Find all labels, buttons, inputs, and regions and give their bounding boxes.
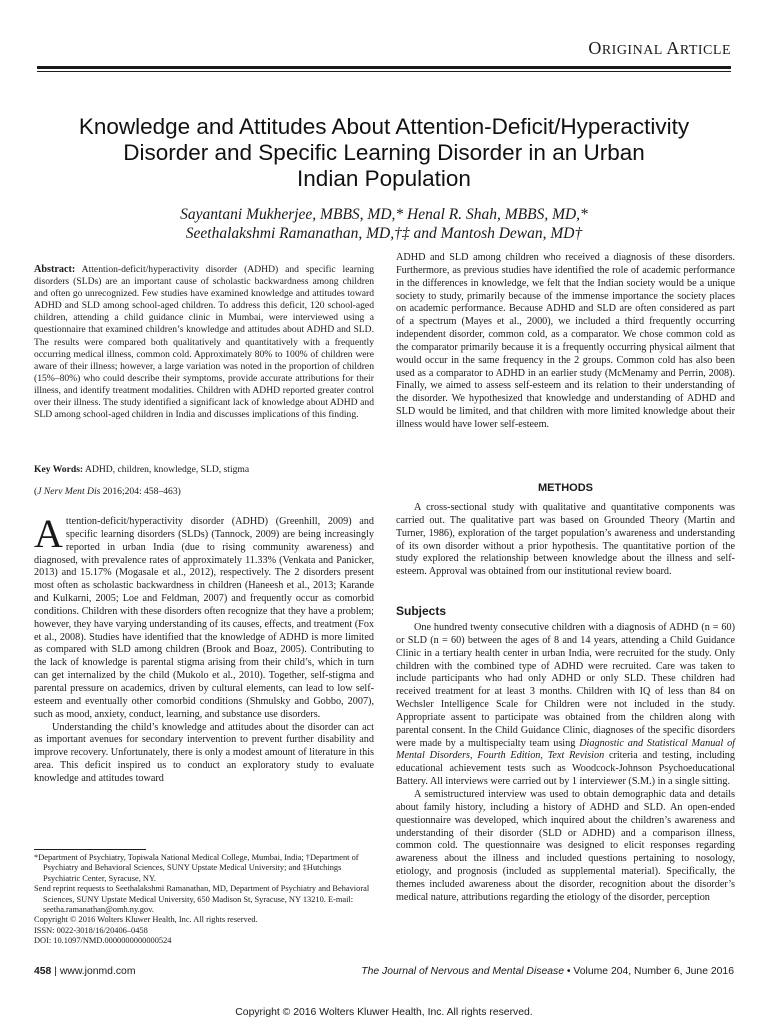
section-heading-initial: O <box>588 38 602 58</box>
subjects-paragraph-1 <box>396 622 735 789</box>
footer-left <box>34 966 135 977</box>
author-list <box>40 205 728 243</box>
citation-open: ( <box>34 486 38 497</box>
author-line: Sayantani Mukherjee, MBBS, MD,* Henal R. Shah, MBBS, MD,* <box>180 206 588 223</box>
section-heading <box>588 38 731 59</box>
footer-separator: | <box>54 966 57 977</box>
abstract <box>34 264 374 421</box>
footnote: ISSN: 0022-3018/16/20406–0458 <box>34 925 148 935</box>
abstract-label: Abstract: <box>34 264 76 275</box>
title-line: Indian Population <box>297 166 471 191</box>
footnote-rule <box>34 849 146 850</box>
keywords <box>34 464 374 477</box>
author-line: Seethalakshmi Ramanathan, MD,†‡ and Mantosh Dewan, MD† <box>185 225 583 242</box>
page-footer <box>34 966 734 977</box>
subjects-text-italic: Diagnostic and Statistical Manual of Mental Disorders, Fourth Edition, Text Revision <box>396 737 736 762</box>
subjects-heading: Subjects <box>396 604 447 618</box>
keywords-text: ADHD, children, knowledge, SLD, stigma <box>83 464 250 475</box>
intro-paragraph-2: Understanding the child’s knowledge and attitudes about the disorder can act as important avenues for secondary intervention to prevent further disability and improve recovery. Unfortunately, there is only a modest amount of literature in this area. This deficit inspired us to conduct an exploratory study to evaluate knowledge and attitudes toward <box>34 721 374 784</box>
section-heading-rest: RTICLE <box>679 43 731 58</box>
keywords-label: Key Words: <box>34 464 84 475</box>
drop-cap: A <box>34 511 63 556</box>
subjects-text-a: One hundred twenty consecutive children with a diagnosis of ADHD (n = 60) or SLD (n = 60) between the ages of 8 and 14 years, attending a Child Guidance Clinic in a tertiary health center in urban India, were recruited for the study. Only children with the combined type of ADHD were recruited. Care was taken to include participants who had only ADHD or only SLD. These children had received treatment for at least 3 months. Children with IQ of less than 84 on Wechsler Intelligence Scale for Children were not included in the study. Appropriate assent to participate was obtained from the children along with parental consent. In the Child Guidance Clinic, diagnoses of the specific disorders were made by a multispecialty team using <box>396 622 735 749</box>
section-heading-rest: RIGINAL <box>601 43 667 58</box>
methods-heading: METHODS <box>538 482 593 494</box>
methods-paragraph: A cross-sectional study with qualitative and quantitative components was carried out. The qualitative part was based on Grounded Theory (Martin and Turner, 1986), exploration of the target population’s awareness and understanding of its own disorder without a prior hypothesis. The quantitative portion of the study explored the relationship between knowledge about the illness and self-esteem. Approval was obtained from our institutional review board. <box>396 502 735 578</box>
page-number: 458 <box>34 966 52 977</box>
footnotes <box>34 853 374 947</box>
footnote: *Department of Psychiatry, Topiwala National Medical College, Mumbai, India; †Department of Psychiatry and Behavioral Sciences, SUNY Upstate Medical University; and ‡Hutchings Psychiatric Center, Syracuse, NY. <box>34 853 359 883</box>
citation-rest: 2016;204: 458–463) <box>100 486 181 497</box>
intro-continued: ADHD and SLD among children who received a diagnosis of these disorders. Furthermore, as previous studies have identified the role of academic performance in the differences in knowledge, we felt that the Indian society would be a unique society to study, primarily because of the immense importance the society places on academic performance. Because ADHD and SLD are often considered as part of a spectrum (Mayes et al., 2000), we included a third frequently occurring independent disorder, common cold, as a comparator. We chose common cold as the comparator primarily because it is a frequently occurring physical ailment that would occur in the same frequency in the 2 groups. Common cold has also been used as a comparator to ADHD in an earlier study (McMenamy and Perrin, 2008). Finally, we aimed to assess self-esteem and its relation to their understanding of the disorder. We hypothesized that knowledge and understanding of ADHD and SLD would be limited, and that children with more limited knowledge about their illness would have lower self-esteem. <box>396 252 735 430</box>
journal-website: www.jonmd.com <box>59 966 136 977</box>
introduction <box>34 511 375 786</box>
title-line: Knowledge and Attitudes About Attention-Deficit/Hyperactivity <box>78 114 690 139</box>
subjects-text-b: criteria and testing, including educational achievement tests such as Woodcock-Johnson Psychoeducational Battery. All interviews were carried out by 1 interviewer (S.M.) in a single sitting. <box>396 750 735 788</box>
footnote: Copyright © 2016 Wolters Kluwer Health, Inc. All rights reserved. <box>34 915 258 925</box>
section-heading-initial: A <box>666 38 680 58</box>
header-rule <box>37 66 731 69</box>
footnote: DOI: 10.1097/NMD.0000000000000524 <box>34 936 172 946</box>
intro-paragraph-1: ttention-deficit/hyperactivity disorder (ADHD) (Greenhill, 2009) and specific learning disorders (SLDs) (Tannock, 2009) are being increasingly reported in urban India (due to rising community awareness) and diagnosed, with prevalence rates of approximately 11.33% (Venkata and Panicker, 2013) and 15.17% (Mogasale et al., 2012), respectively. The 2 disorders present most often as scholastic backwardness in children (Haneesh et al., 2013; Karande and Kulkarni, 2005; Loe and Feldman, 2007) and frequently occur as comorbid conditions. Children with these disorders often recognize that they have a problem; however, they have varying understanding of its causes, effects, and treatment (Fox et al., 2008). Studies have identified that the knowledge of ADHD is more limited as compared with SLD among children (Brook and Boaz, 2005). Contributing to the lack of knowledge is parental stigma arising from their child’s, which in turn can get internalized by the child (Mukolo et al., 2010). Together, self-stigma and parental pressure on academics, driven by cultural elements, can lead to low self-esteem and eventually other comorbid conditions (Shmulsky and Gobbo, 2007), such as mood, anxiety, conduct, learning, and substance use disorders. <box>34 516 375 720</box>
subjects-paragraph-2: A semistructured interview was used to obtain demographic data and details about family history, including a history of ADHD and SLD. An open-ended questionnaire was developed, which inquired about the children’s awareness and understanding of their disorder (SLD or ADHD) and a comparison illness, common cold. The questionnaire was designed to elicit responses regarding awareness about the illness and included questions pertaining to nosology, etiology, and prognosis (included as supplemental material). Specifically, the themes included awareness about the disorder, recognition about the disorder’s medical nature, attributions regarding the etiology of the disorder, perception <box>396 788 735 903</box>
citation <box>34 486 374 499</box>
methods-text <box>396 502 735 579</box>
copyright-notice: Copyright © 2016 Wolters Kluwer Health, Inc. All rights reserved. <box>235 1007 533 1018</box>
article-title <box>40 114 728 192</box>
journal-volume: Volume 204, Number 6, June 2016 <box>573 966 734 977</box>
subjects-text <box>396 622 735 905</box>
footnote: Send reprint requests to Seethalakshmi Ramanathan, MD, Department of Psychiatry and Behavioral Sciences, SUNY Upstate Medical University, 650 Madison St, Syracuse, NY 13210. E-mail: seetha.ramanathan@omh.ny.gov. <box>34 884 370 915</box>
title-line: Disorder and Specific Learning Disorder in an Urban <box>123 140 645 165</box>
abstract-text: Attention-deficit/hyperactivity disorder (ADHD) and specific learning disorders (SLDs) are an important cause of scholastic backwardness among children and often go unrecognized. Few studies have examined knowledge and attitudes toward ADHD and SLD among school-aged children. To address this deficit, 120 school-aged children, attending a child guidance clinic in Mumbai, were interviewed using a questionnaire that examined children’s knowledge and attitudes about ADHD and SLD. The results were compared both qualitatively and quantitatively with a frequently occurring medical illness, common cold. Approximately 80% to 100% of children were aware of their illness; however, a large variation was noted in the proportion of children (15%–80%) who could describe their symptoms, provide accurate attributions for their illness, and identify treatment modalities. Children with ADHD reported greater control over their illness. The study identified a significant lack of knowledge about ADHD and SLD among school-aged children in India and discusses implications of this finding. <box>34 264 374 421</box>
journal-name: The Journal of Nervous and Mental Disease <box>361 966 564 977</box>
citation-journal: J Nerv Ment Dis <box>37 486 101 497</box>
footer-right <box>361 966 734 977</box>
footer-bullet: • <box>566 966 571 977</box>
header-rule-thin <box>37 71 731 72</box>
